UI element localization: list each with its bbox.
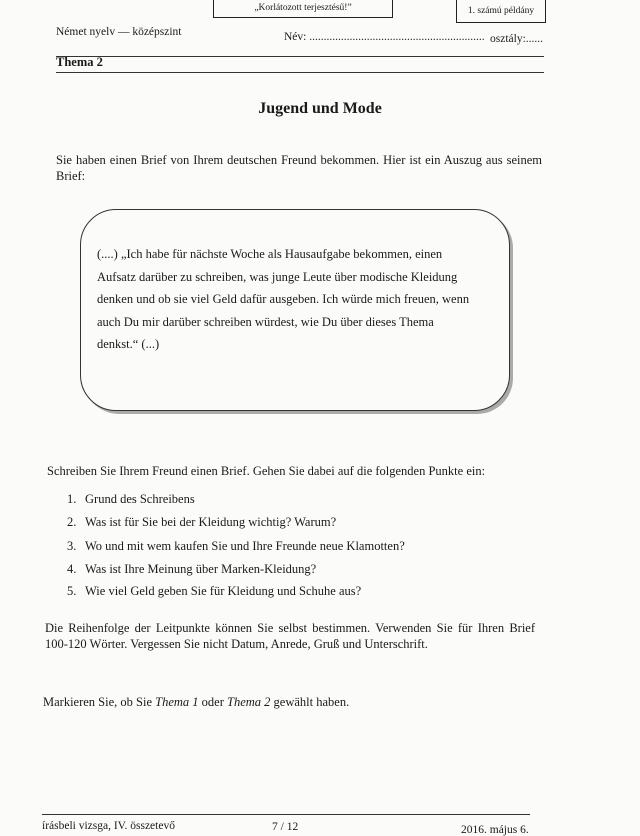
mark-selection-text: [43, 694, 543, 710]
list-item: [67, 514, 336, 530]
mark-middle: oder: [198, 695, 228, 709]
point-text: Grund des Schreibens: [85, 492, 195, 506]
theme1-reference: Thema 1: [155, 695, 199, 709]
list-item: [67, 538, 405, 554]
mark-suffix: gewählt haben.: [270, 695, 350, 709]
intro-paragraph: Sie haben einen Brief von Ihrem deutschen Freund bekommen. Hier ist ein Auszug aus seinem Brief:: [56, 153, 542, 183]
exam-part-label: írásbeli vizsga, IV. összetevő: [42, 820, 175, 832]
point-number: 3.: [67, 539, 77, 553]
restricted-distribution-label: „Korlátozott terjesztésű!”: [213, 0, 393, 18]
point-number: 4.: [67, 562, 77, 576]
footer-divider: [42, 814, 530, 815]
exam-date: 2016. május 6.: [461, 824, 529, 836]
point-number: 5.: [67, 584, 77, 598]
copy-number-label: 1. számú példány: [456, 0, 546, 23]
list-item: [67, 561, 316, 577]
point-text: Was ist Ihre Meinung über Marken-Kleidung?: [85, 562, 317, 576]
point-number: 1.: [67, 492, 77, 506]
mark-prefix: Markieren Sie, ob Sie: [43, 695, 156, 709]
task-text: Schreiben Sie Ihrem Freund einen Brief. Gehen Sie dabei auf die folgenden Punkte ein:: [47, 464, 486, 478]
theme-label: Thema 2: [56, 55, 103, 69]
class-field: osztály:......: [490, 33, 544, 45]
list-item: [67, 583, 361, 599]
page-title: Jugend und Mode: [258, 100, 382, 117]
letter-excerpt-text: (....) „Ich habe für nächste Woche als Hausaufgabe bekommen, einen Aufsatz darüber zu schreiben, was junge Leute über modische Kleidung denken und ob sie viel Geld dafür ausgeben. Ich würde mich freuen, wenn auch Du mir darüber schreiben würdest, wie Du über dieses Thema denkst.“ (...): [97, 247, 470, 351]
point-number: 2.: [67, 515, 77, 529]
point-text: Wie viel Geld geben Sie für Kleidung und Schuhe aus?: [85, 584, 362, 598]
header-divider: [56, 56, 544, 57]
page-number: 7 / 12: [272, 821, 299, 833]
theme-divider: [56, 72, 544, 73]
point-text: Wo und mit wem kaufen Sie und Ihre Freunde neue Klamotten?: [85, 539, 405, 553]
subject-label: Német nyelv — középszint: [56, 26, 182, 38]
name-field: Név: .............................................................: [284, 31, 485, 43]
theme2-reference: Thema 2: [227, 695, 271, 709]
instructions-paragraph: Die Reihenfolge der Leitpunkte können Sie selbst bestimmen. Verwenden Sie für Ihren Brief 100-120 Wörter. Vergessen Sie nicht Datum, Anrede, Gruß und Unterschrift.: [45, 621, 535, 651]
list-item: [67, 491, 195, 507]
point-text: Was ist für Sie bei der Kleidung wichtig? Warum?: [85, 515, 337, 529]
